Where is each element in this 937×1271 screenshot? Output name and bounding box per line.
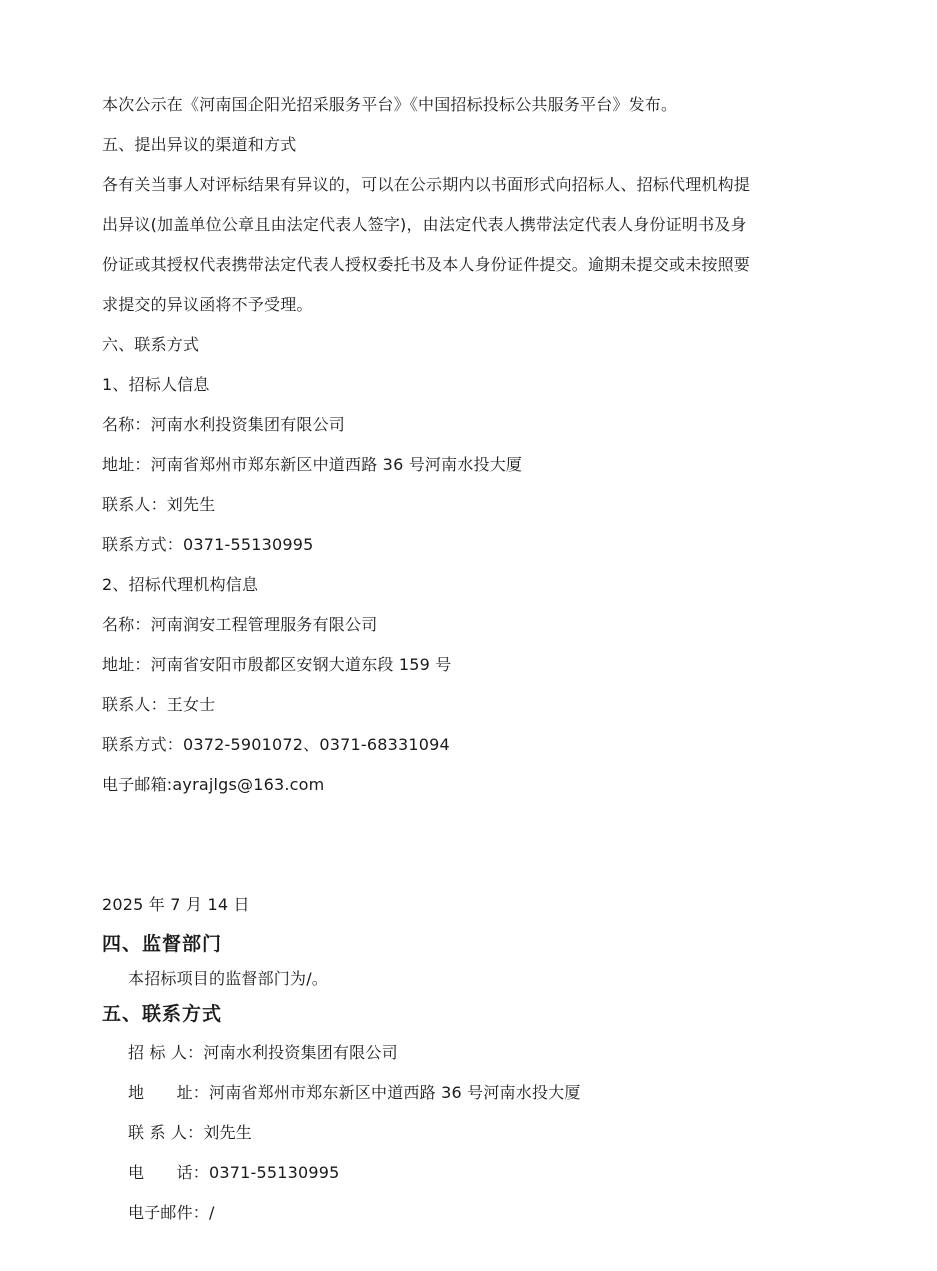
agency-name: 名称：河南润安工程管理服务有限公司 — [102, 615, 378, 634]
contact-phone-row — [128, 1162, 340, 1184]
contact-section-title: 六、联系方式 — [102, 335, 200, 354]
objection-body-line-4: 求提交的异议函将不予受理。 — [102, 295, 313, 314]
tenderer-heading: 1、招标人信息 — [102, 375, 210, 394]
agency-phone: 联系方式：0372-5901072、0371-68331094 — [102, 735, 450, 754]
contact-tenderer-label: 招 标 人： — [128, 1043, 204, 1062]
supervision-body: 本招标项目的监督部门为/。 — [128, 969, 328, 988]
contact-tenderer-row — [128, 1042, 398, 1064]
supervision-title: 四、监督部门 — [102, 933, 223, 955]
contact-block-title: 五、联系方式 — [102, 1003, 223, 1025]
contact-phone-value: 0371-55130995 — [209, 1163, 340, 1182]
contact-email-label: 电子邮件： — [128, 1203, 210, 1222]
tenderer-contact: 联系人：刘先生 — [102, 495, 216, 514]
contact-person-row — [128, 1122, 252, 1144]
contact-person-label: 联 系 人： — [128, 1123, 204, 1142]
objection-section-title: 五、提出异议的渠道和方式 — [102, 135, 297, 154]
tenderer-phone: 联系方式：0371-55130995 — [102, 535, 314, 554]
objection-body-line-2: 出异议(加盖单位公章且由法定代表人签字)，由法定代表人携带法定代表人身份证明书及身 — [102, 215, 747, 234]
contact-address-label: 地 址： — [128, 1083, 210, 1102]
contact-phone-label: 电 话： — [128, 1163, 210, 1182]
contact-email-row — [128, 1202, 215, 1224]
agency-contact: 联系人：王女士 — [102, 695, 216, 714]
contact-person-value: 刘先生 — [203, 1123, 252, 1142]
contact-address-row — [128, 1082, 581, 1104]
contact-address-value: 河南省郑州市郑东新区中道西路 36 号河南水投大厦 — [209, 1083, 581, 1102]
contact-email-value: / — [209, 1203, 215, 1222]
agency-heading: 2、招标代理机构信息 — [102, 575, 259, 594]
tenderer-address: 地址：河南省郑州市郑东新区中道西路 36 号河南水投大厦 — [102, 455, 523, 474]
tenderer-name: 名称：河南水利投资集团有限公司 — [102, 415, 346, 434]
contact-tenderer-value: 河南水利投资集团有限公司 — [203, 1043, 398, 1062]
platform-notice: 本次公示在《河南国企阳光招采服务平台》《中国招标投标公共服务平台》发布。 — [102, 95, 678, 114]
agency-address: 地址：河南省安阳市殷都区安钢大道东段 159 号 — [102, 655, 452, 674]
announcement-date: 2025 年 7 月 14 日 — [102, 895, 250, 914]
objection-body-line-3: 份证或其授权代表携带法定代表人授权委托书及本人身份证件提交。逾期未提交或未按照要 — [102, 255, 751, 274]
agency-email: 电子邮箱:ayrajlgs@163.com — [102, 775, 325, 794]
objection-body-line-1: 各有关当事人对评标结果有异议的，可以在公示期内以书面形式向招标人、招标代理机构提 — [102, 175, 751, 194]
